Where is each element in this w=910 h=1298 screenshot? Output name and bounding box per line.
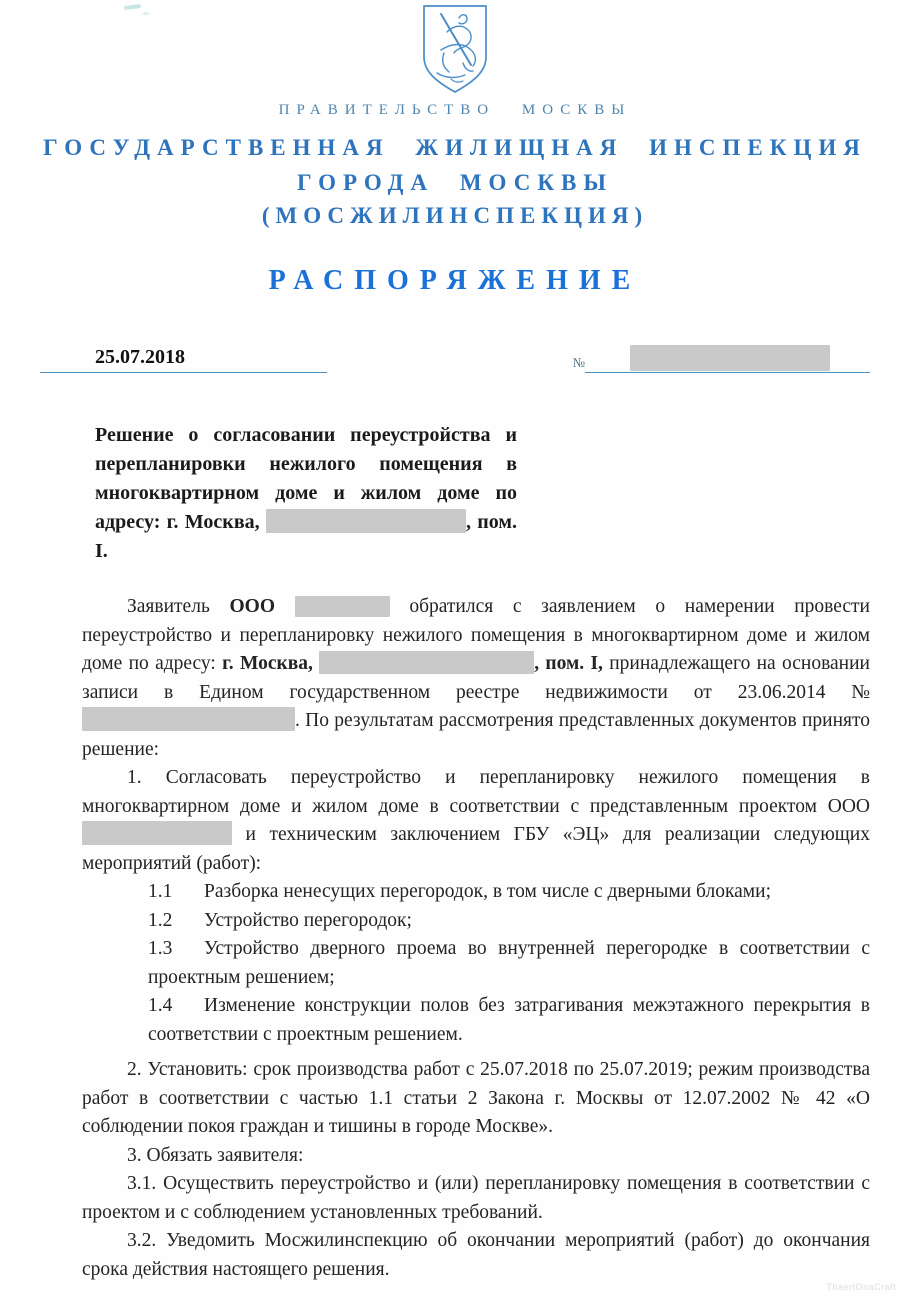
sub-item-1-3 — [82, 935, 870, 992]
scan-artifact — [143, 12, 149, 15]
number-sign: № — [572, 355, 585, 370]
letterhead-emblem — [40, 3, 870, 95]
redaction-box — [266, 509, 466, 533]
redaction-box — [82, 707, 295, 731]
paragraph-item-2: 2. Установить: срок производства работ с 25.07.2018 по 25.07.2019; режим производства работ в соответствии с частью 1.1 статьи 2 Закона г. Москвы от 12.07.2002 № 42 «О соблюдении покоя граждан и тишины в городе Москве». — [82, 1059, 870, 1137]
text-run: Решение о согласовании переустройства и перепланировки нежилого помещения в многоквартирном доме и жилом доме по адресу: г. Москва, — [95, 424, 517, 533]
paragraph-item-3: 3. Обязать заявителя: — [127, 1144, 304, 1166]
sub-item-number: 1.1 — [148, 881, 173, 902]
org-name-line-2: ГОРОДА МОСКВЫ — [297, 170, 613, 195]
text-run: принадлежащего на основании записи в Едином государственном реестре недвижимости от 23.06.2014 № — [82, 653, 870, 703]
number-line — [585, 345, 870, 373]
redaction-box — [319, 651, 534, 674]
government-line: ПРАВИТЕЛЬСТВО МОСКВЫ — [278, 102, 632, 118]
paragraph-item-3-1: 3.1. Осуществить переустройство и (или) перепланировку помещения в соответствии с проектом и с соблюдением установленных требований. — [82, 1173, 870, 1223]
redaction-box — [82, 821, 232, 845]
text-run: . По результатам рассмотрения представленных документов принято решение: — [82, 710, 870, 760]
document-title: РАСПОРЯЖЕНИЕ — [268, 265, 642, 296]
text-run: обратился с заявлением о намерении провести переустройство и перепланировку нежилого помещения в многоквартирном доме и жилом доме по адресу: — [82, 596, 870, 674]
sub-item-number: 1.4 — [148, 995, 173, 1016]
redaction-box — [295, 596, 390, 617]
document-body — [82, 593, 870, 1284]
sub-item-text: Устройство перегородок; — [204, 909, 412, 931]
sub-item-number: 1.2 — [148, 909, 173, 931]
sub-item-number: 1.3 — [148, 938, 173, 959]
text-run: г. Москва, — [222, 653, 320, 674]
sub-item-1-1 — [82, 878, 870, 907]
org-name-line-3: (МОСЖИЛИНСПЕКЦИЯ) — [261, 203, 649, 228]
text-run: ООО — [229, 596, 295, 617]
sub-item-1-4 — [82, 992, 870, 1049]
sub-item-text: Изменение конструкции полов без затрагивания межэтажного перекрытия в соответствии с проектным решением. — [148, 995, 870, 1045]
number-redaction-box — [630, 345, 830, 371]
moscow-coat-of-arms-icon — [418, 3, 492, 95]
sub-item-1-2 — [82, 907, 870, 936]
org-name-line-1: ГОСУДАРСТВЕННАЯ ЖИЛИЩНАЯ ИНСПЕКЦИЯ — [43, 135, 867, 160]
paragraph-applicant — [82, 593, 870, 764]
meta-row — [40, 341, 870, 373]
text-run: 1. Согласовать переустройство и перепланировку нежилого помещения в многоквартирном доме и жилом доме в соответствии с представленным проектом ООО — [82, 767, 870, 817]
paragraph-item-1 — [82, 764, 870, 878]
sub-item-text: Устройство дверного проема во внутренней перегородке в соответствии с проектным решением; — [148, 938, 870, 988]
watermark: ThaertOnaCraft — [826, 1282, 896, 1292]
paragraph-item-3-2: 3.2. Уведомить Мосжилинспекцию об окончании мероприятий (работ) до окончания срока действия настоящего решения. — [82, 1230, 870, 1280]
text-run: Заявитель — [127, 596, 230, 617]
subject-paragraph — [95, 421, 517, 566]
text-run: и техническим заключением ГБУ «ЭЦ» для реализации следующих мероприятий (работ): — [82, 824, 870, 874]
date-value: 25.07.2018 — [95, 346, 185, 368]
text-run: , пом. I, — [534, 653, 603, 674]
sub-item-text: Разборка ненесущих перегородок, в том числе с дверными блоками; — [204, 881, 771, 902]
text-run: , пом. I. — [95, 511, 518, 562]
date-field — [40, 346, 327, 373]
number-field — [573, 345, 870, 373]
